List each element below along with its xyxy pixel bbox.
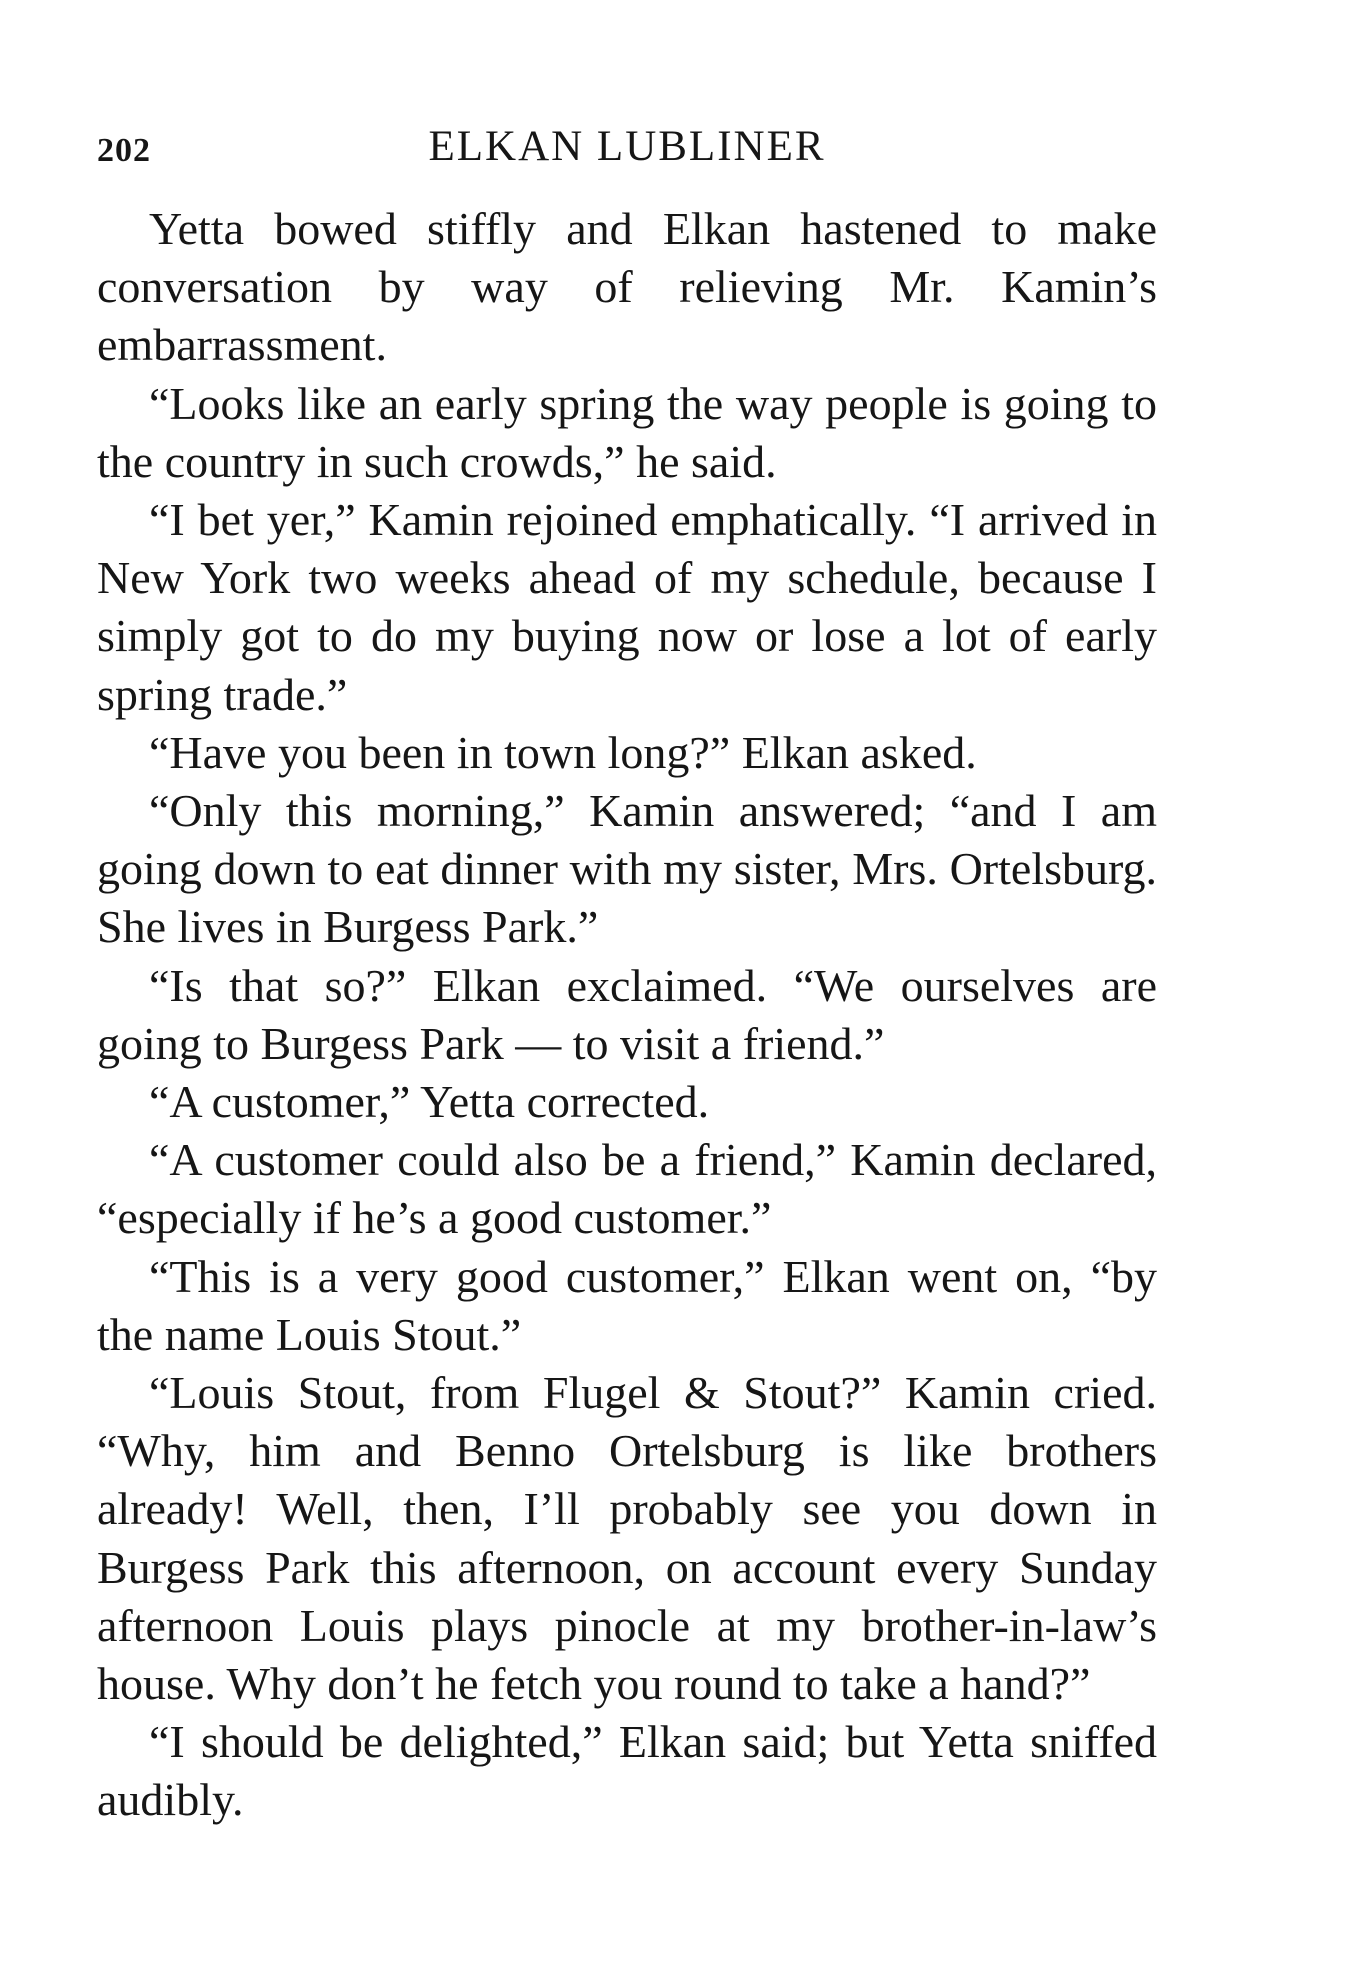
body-text: [97, 200, 1157, 1830]
paragraph: “I bet yer,” Kamin rejoined emphatically. “I arrived in New York two weeks ahead of my schedule, because I simply got to do my buying now or lose a lot of early spring trade.”: [97, 494, 1157, 720]
paragraph: “Have you been in town long?” Elkan asked.: [149, 726, 977, 778]
running-title: ELKAN LUBLINER: [428, 123, 826, 170]
paragraph: “Is that so?” Elkan exclaimed. “We ourselves are going to Burgess Park — to visit a friend.”: [97, 959, 1157, 1069]
paragraph: “A customer,” Yetta corrected.: [149, 1076, 710, 1128]
page-number: 202: [97, 132, 151, 169]
paragraph: “Only this morning,” Kamin answered; “and I am going down to eat dinner with my sister, Mrs. Ortelsburg. She lives in Burgess Park.”: [97, 785, 1157, 953]
paragraph: “Looks like an early spring the way people is going to the country in such crowds,” he said.: [97, 377, 1157, 487]
page-header: [97, 122, 1157, 182]
paragraph: “This is a very good customer,” Elkan went on, “by the name Louis Stout.”: [97, 1250, 1157, 1360]
paragraph: “Louis Stout, from Flugel & Stout?” Kamin cried. “Why, him and Benno Ortelsburg is like brothers already! Well, then, I’ll probably see you down in Burgess Park this afternoon, on account every Sunday afternoon Louis plays pinocle at my brother-in-law’s house. Why don’t he fetch you round to take a hand?”: [97, 1367, 1157, 1710]
paragraph: “A customer could also be a friend,” Kamin declared, “especially if he’s a good customer.”: [97, 1134, 1157, 1244]
paragraph: Yetta bowed stiffly and Elkan hastened to make conversation by way of relieving Mr. Kamin’s embarrassment.: [97, 203, 1157, 371]
paragraph: “I should be delighted,” Elkan said; but Yetta sniffed audibly.: [97, 1716, 1157, 1826]
